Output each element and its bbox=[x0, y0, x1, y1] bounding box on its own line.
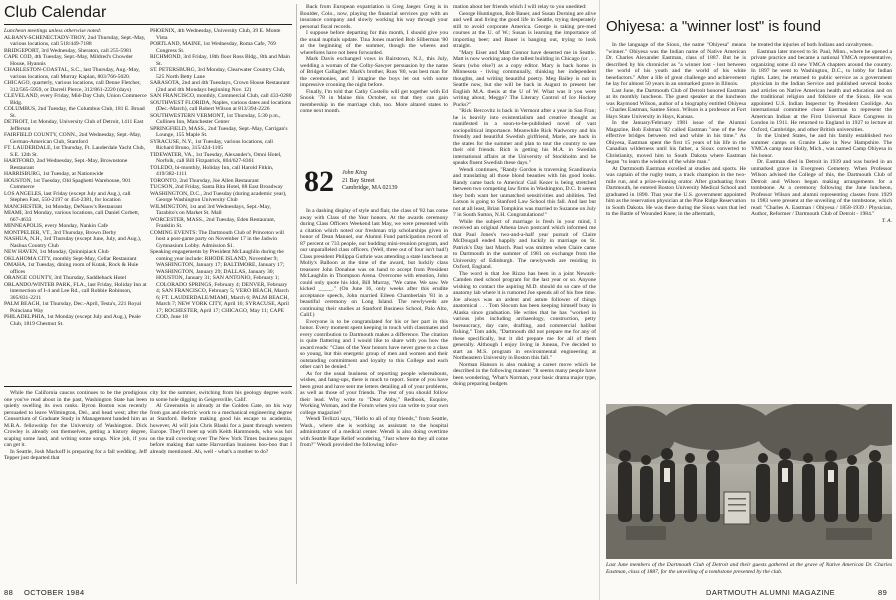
article-signature: T. A. bbox=[881, 217, 892, 224]
notes-paragraph: "Mary Eiser and Matt Connor have deserted me in Seattle. Matt is now working atop the tallest building in Chicago (or . . . Sears (who else?) as a copy editor. Mary is back home in Minnesota - living communally, thinking her independent thoughts, and writing beautiful poetry. Meg Bailey is not in Seattle now, but she will be back in August to present her English M.A. thesis at the U of W. What was it you were writing about, Meggo? The Literary Control of Ice Hockey Pucks?" bbox=[453, 49, 596, 108]
class-notes-bottom-col2 bbox=[150, 390, 292, 585]
notes-paragraph: While the subject of marriage is fresh in your mind, I received an original Athena lawn postcard which informed me that Paul Jones's two-and-a-half year pursuit of Claire McDougall ended happily and luckily in marriage on St. Patrick's Day last March. Paul was smitten when Claire came to Dartmouth in the summer of 1981 on exchange from the University of Edinburgh. The newlyweds are residing in Oxford, England. bbox=[453, 218, 596, 270]
calendar-entry: SOUTHWESTERN VERMONT, 1st Thursday, 5:30 p.m., Cullinen Inn, Manchester Center bbox=[150, 112, 281, 125]
notes-paragraph: Finally, I'm told that Cathy Costello will get together with Ed Snook '78 in Maine this October, so that they can gain membership in the marriage club, too. More altared states to come next month. bbox=[300, 88, 448, 114]
article-paragraph: In the language of the Sioux, the name "Ohiyesa" means "winner." Ohiyesa was the Indian name of Native American Dr. Charles Alexander Eastman, class of 1887. But he is described by his chronicler as "a winner lost - lost between the world of his youth and the world of his white benefactors." After a life of great challenge and achievement he lay for almost 50 years in an unmarked grave in Illinois. bbox=[606, 42, 746, 87]
calendar-entry: OMAHA, 1st Tuesday, dining room of Kutak, Rock & Huie offices bbox=[4, 262, 139, 275]
notes-paragraph: The word is that Joe Rizzo has been in a joint Newark-Camden med school program for the last year or so. Anyone wishing to contact the aspiring M.D. should do so care of the anatomy lab where it is rumored Joe spends all of his free time. Joe always was an ardent and astute follower of things anatomical . . . Tom Slocum has been keeping himself busy in Alaska since graduation. He writes that he has "worked in various jobs including archaeology, construction, petty bureaucracy, day care, drafting, and commercial halibut fishing." Tom adds, "Dartmouth did not prepare me for any of these specifically, but it did prepare me for all of them generally. Although I enjoy living in Juneau, I've decided to start an M.S. program in environmental engineering at Northeastern University in Boston this fall." bbox=[453, 270, 596, 361]
calendar-entry: NASHUA, N.H., 3rd Thursday (except June, July, and Aug.), Nashua Country Club bbox=[4, 236, 142, 249]
calendar-entry: MANCHESTER, 1st Monday, DeNauw's Restaurant bbox=[4, 203, 123, 210]
calendar-entry: COMING EVENTS: The Dartmouth Club of Princeton will host a post-game party on November 17 in the Jadwin Gymnasium Lobby. Admission $1. bbox=[150, 229, 284, 249]
calendar-entry: LOS ANGELES, last Friday (except July and Aug.), call Stephen Fast, 550-2197 or 454-2381, for location bbox=[4, 190, 131, 203]
calendar-entry: HOUSTON, 1st Tuesday, Old Spaghetti Warehouse, 901 Commerce bbox=[4, 177, 131, 190]
class-notes-col3-top bbox=[300, 4, 448, 162]
calendar-entry: ORLANDO/WINTER PARK, FLA., last Friday, Holiday Inn at intersection of I-4 and Lee Rd., call Robbie Robinson, 305/831-2211 bbox=[4, 281, 147, 301]
club-calendar-col2 bbox=[150, 28, 292, 383]
notes-paragraph: "Rick Bercovitz is back in Vermont after a year in San Fran; he is heavily into existentialism and creative thought as manifested in a soon-to-be-published novel of vast sociopolitical importance. Meanwhile Rick Nadworny and his friendly and beautiful Swedish girlfriend, Marie, are back in the states for the summer and plan to tour the country to see their old friends. Rich is getting his M.A. in Swedish international affairs at the University of Stockholm and he speaks fluent Swedish these days." bbox=[453, 108, 596, 166]
class-notes-col4 bbox=[453, 4, 596, 585]
calendar-entry: COLUMBUS, 2nd Tuesday, the Columbus Club, 181 E. Broad St. bbox=[4, 106, 145, 119]
calendar-entry: CHARLESTON-COASTAL, S.C., last Thursday, Aug.-May, various locations, call Murray Kaplan, 803/766-5020. bbox=[4, 67, 140, 80]
correspondent-street: 21 Bay Street bbox=[342, 177, 375, 184]
calendar-entry: WILMINGTON, 1st and 3rd Wednesdays, Sept.-May, Tarabito's on Market St. Mall bbox=[150, 203, 271, 216]
calendar-entry: WORCESTER, MASS., 2nd Tuesday, Eden Restaurant, Franklin St. bbox=[150, 216, 276, 229]
calendar-entry: DETROIT, 1st Monday, University Club of Detroit, 1411 East Jefferson bbox=[4, 119, 144, 132]
article-paragraph: Eastman later moved to St. Paul, Minn., where he opened a private practice and became a national YMCA representative, organizing some 43 new YMCA chapters around the country. In 1897 he went to Washington, D.C., to lobby for Indian rights. Later, he returned to public service as a government physician in the Indian Service and published several books and articles on Native American health and education and on the traditional religion and folklore of the Sioux. He was appointed U.S. Indian Inspector by President Coolidge. An international committee chose Eastman to represent the American Indian at the First Universal Race Congress in London in 1911. He returned to England in 1927 to lecture at Oxford, Cambridge, and other British universities. bbox=[751, 48, 892, 133]
calendar-bottom-rule bbox=[4, 386, 292, 387]
column-divider bbox=[296, 4, 297, 584]
calendar-entry: ALBANY-SCHENECTADY-TROY, 2nd Thursday, Sept.-May, various locations, call 518/449-7188 bbox=[4, 34, 146, 47]
calendar-entry: FT. LAUDERDALE, 1st Thursday, Ft. Lauderdale Yacht Club, S.E. 12th St. bbox=[4, 145, 145, 158]
magazine-name: DARTMOUTH ALUMNI MAGAZINE bbox=[706, 588, 836, 597]
calendar-entry: FAIRFIELD COUNTY, CONN., 2nd Wednesday, Sept.-May, German-American Club, Stamford bbox=[4, 132, 142, 145]
calendar-entry: CLEVELAND, every Friday, Mid-Day Club, Union Commerce Bldg. bbox=[4, 93, 147, 106]
club-calendar-col1 bbox=[4, 28, 147, 383]
notes-paragraph: Wendi Terlizzi says, "Hello to all of my friends," from Seattle, Wash., where she is working as assistant to the hospital administrator of a medical center. Wendi is also doing overtime with Seattle Rape Relief wondering, "Just where do they all come from?" Wendi provided the following infor- bbox=[300, 416, 448, 448]
calendar-intro: Luncheon meetings unless otherwise noted: bbox=[4, 28, 102, 34]
notes-paragraph: George Huntington, Bob Bauer, and Susan Dorning are alive and well and living the good life in Seattle, trying desperately still to avoid corporate America. George is taking pre-med courses at the U. of W.; Susan is learning the importance of importing beer; and Bauer is hanging out, trying to look straight. bbox=[453, 10, 596, 49]
calendar-entry: ST. PETERSBURG, 3rd Monday, Clearwater Country Club, 525 North Betty Lane bbox=[150, 67, 286, 80]
photo-caption: Last June members of the Dartmouth Club of Detroit and their guests gathered at the grave of Native American Dr. Charles Eastman, class of 1887, for the unveiling of a tombstone presented by the club. bbox=[606, 562, 892, 575]
calendar-entry: CHICAGO, quarterly, various locations, call Denne Fletcher, 312/565-5959, or Darrell Pierce, 312/861-2220 (days) bbox=[4, 80, 141, 93]
left-page-number: 88 bbox=[4, 588, 14, 597]
calendar-entry: MINNEAPOLIS, every Monday, Nankin Cafe bbox=[4, 223, 109, 229]
article-paragraph: At Dartmouth Eastman excelled at studies and sports. He was captain of the rugby team, a track champion in the two-mile run, and a prize-winning orator. After graduating from Dartmouth, he entered Boston University Medical School and graduated in 1890. That year the U.S. government appointed him as the reservation physician at the Pine Ridge Reservation in South Dakota. He was there during the Sioux wars that led to the Battle of Wounded Knee; in the aftermath, bbox=[606, 165, 746, 217]
calendar-entry: OKLAHOMA CITY, monthly Sept-May, Cellar Restaurant bbox=[4, 255, 137, 262]
notes-paragraph: Al Greenstein is already at the Golden Gate, on his way from gas and electric work to a mechanical engineering degree at Stanford. Before making good his escape to academia, however, Al will join Chris Blaski for a jaunt through western Europe. They'll meet up with Keith Hammonds, who was hot on the trail covering over The New York Times business pages before making that same Harvardian business boo-boo that I already mentioned. Ah, well - what's a mother to do? bbox=[150, 403, 292, 455]
calendar-entry: SPRINGFIELD, MASS., 2nd Tuesday, Sept.-May, Carrigan's Lounge, 155 Maple St. bbox=[150, 125, 288, 138]
notes-paragraph: Wendi continues, "Randy Gordon is traversing Scandinavia and translating all those blond beauties with his good looks. Randy came back to America! Gail Kezer is being stretched between two competing law firms in Washington, D.C. It seems they both want her unmatched sensitivities and abilities. Ted Lotson is going to Stanford Law School this fall. And last but not at all least, Brian Tompkins was married to Suzanne on July 7 in South Sutton, N.H. Congratulations!" bbox=[453, 166, 596, 218]
notes-paragraph: mation about her friends which I will relay to you unedited: bbox=[453, 4, 587, 10]
club-calendar-rule bbox=[4, 24, 292, 25]
calendar-entry: SOUTHWEST FLORIDA, Naples, various dates and locations (Dec.-March), call Robert Wilson at 813/394-2226 bbox=[150, 99, 291, 112]
calendar-entry: SAN FRANCISCO, monthly, Commercial Club, call 433-0280 bbox=[150, 93, 292, 99]
grave-ceremony-photo bbox=[606, 404, 892, 559]
ohiyesa-col1 bbox=[606, 42, 746, 402]
calendar-entry: CAPE COD, 4th Tuesday, Sept.-May, Mildred's Chowder House, Hyannis bbox=[4, 54, 133, 67]
calendar-entry: ORANGE COUNTY, 3rd Thursday, Saddleback Hotel bbox=[4, 275, 127, 281]
page-gutter bbox=[599, 0, 600, 600]
calendar-entry: TUCSON, 2nd Friday, Santa Rita Hotel, 88 East Broadway bbox=[150, 184, 283, 190]
notes-paragraph: In Seattle, Josh Mackoff is preparing for a fall wedding. Jeff Tepper just departed that bbox=[4, 448, 147, 461]
notes-paragraph: Everyone is to be congratulated for his or her part in this honor. Every moment spent keeping in touch with classmates and every contribution to Dartmouth makes a difference. The citation is quite flattering and I would like to share with you how the award reads: "Class of the Year honors have never gone to a class so young, but this energetic group of men and women and their outstanding commitment and loyalty to this College and each other can't be denied." bbox=[300, 318, 448, 370]
article-paragraph: In the January/February 1981 issue of the Alumni Magazine, Bob Eshman '82 called Eastman "one of the few effective bridges between red and white in his time." As Ohiyesa, Eastman spent the first 15 years of his life in the Canadian wilderness until his father, a Sioux converted to Christianity, moved him to South Dakota where Eastman began "to learn the wisdom of the white man." bbox=[606, 120, 746, 165]
correspondent-name: John King bbox=[342, 170, 367, 176]
calendar-entry: Speaking engagements by President McLaughlin during the coming year include: RHODE ISLAND, November 9; WASHINGTON, January 17; BALTIMORE, January 17; WASHINGTON, January 29; DALLAS, January 30; HOUSTON, January 31; SAN ANTONIO, February 1; COLORADO SPRINGS, February 4; DENVER, February 4; SAN FRANCISCO, February 5; VERO BEACH, March 6; FT. LAUDERDALE/MIAMI, March 6; PALM BEACH, March 7; NEW YORK CITY, April 16; SYRACUSE, April 17; ROCHESTER, April 17; CHICAGO, May 11; CAPE COD, June 18 bbox=[150, 249, 289, 320]
left-issue-date: OCTOBER 1984 bbox=[24, 588, 85, 597]
class-number: 82 bbox=[304, 165, 334, 198]
correspondent-city: Cambridge, MA 02139 bbox=[342, 185, 398, 191]
calendar-entry: PALM BEACH, 1st Thursday, Dec.-April, Testa's, 221 Royal Poinciana Way bbox=[4, 301, 142, 314]
notes-paragraph: city for the summer, switching from his geology degree work to some hole digging in Geigersville, Calif. bbox=[150, 390, 292, 403]
article-paragraph: Dr. Eastman died in Detroit in 1939 and was buried in an unmarked grave in Evergreen Cemetery. When Professor Wilson advised the College of this, the Dartmouth Club of Detroit and Wilson began making arrangements for a tombstone. At a ceremony following the June luncheon, Professor Wilson and alumni representing classes from 1929 to 1983 were present at the unveiling of the tombstone, which read: "Charles A. Eastman / Ohiyesa / 1858-1939 / Physician, Author, Reformer / Dartmouth Club of Detroit - 1984." bbox=[751, 159, 892, 217]
ohiyesa-col2 bbox=[751, 42, 892, 402]
article-paragraph: In the United States, he and his family established two summer camps on Granite Lake in New Hampshire. The YMCA camp near Holly, Mich., was named Camp Ohiyesa in his honor. bbox=[751, 133, 892, 159]
calendar-entry: PORTLAND, MAINE, 1st Wednesday, Roma Cafe, 769 Congress St. bbox=[150, 41, 276, 54]
ohiyesa-article-title: Ohiyesa: a "winner lost" is found bbox=[606, 18, 821, 35]
class-notes-col3-bottom bbox=[300, 208, 448, 585]
notes-paragraph: Mark Davis exchanged vows in Bairstown, N.J., this July, wedding a woman of the Colby-Sawyer persuasion by the name of Bridget Gallagher. Mark's brother, Russ '80, was best man for the ceremonies, and I imagine the boys let out with some impressive crooning the night before. bbox=[300, 56, 448, 88]
calendar-entry: SYRACUSE, N.Y., 1st Tuesday, various locations, call Richard Bruno, 315/424-1105 bbox=[150, 138, 273, 151]
notes-paragraph: Norman Hanson is also making a career move which he described in the following manner: "It seems many people have been wondering, 'What's Norman, your basic drama major type, doing preparing budgets bbox=[453, 361, 596, 387]
notes-paragraph: I suppose before departing for this month, I should give you the usual nuptials update. Tina Jones married Bob Silberman '80 at the beginning of the summer, though the wheres and wherefores have not been forwarded. bbox=[300, 30, 448, 56]
article-paragraph: he treated the injuries of both Indians and cavalrymen. bbox=[751, 42, 873, 48]
class-82-heading bbox=[304, 166, 448, 206]
calendar-entry: BRIDGEPORT, 3rd Wednesday, Sheraton, call 255-5981 bbox=[4, 47, 132, 54]
notes-paragraph: While the California caucus continues to be the prodigious one you've read about in the past, Washington State has been quietly swelling its own ranks. Byron Boston was recently persuaded to leave Wilmington, Del., and head west; after the Consortium of Graduate Study in Management handed him an M.B.A. fellowship for the University of Washington. Dick Crowley is already out themselves, getting a history degree, scaping some land, and writing some songs. Nice job, if you can get it. bbox=[4, 390, 147, 448]
calendar-entry: HARTFORD, 2nd Wednesday, Sept.-May, Brownstone Restaurant bbox=[4, 158, 128, 171]
notes-paragraph: In a dashing display of style and flair, the class of '82 has come away with Class of the Year honors. At the awards ceremony during Class Officers Weekend last May, we were presented with a citation which noted our freshman trip scholarships given in honor of Dean Manuel, our Alumni Fund participation record of 87 percent or 733 people, our budding mini-reunion program, and our unparalleled class officers. (Well, three out of four isn't bad!) Class president Philippa Guthrie was attending a state luncheon at Molly's Balloon at the time of the award, but luckily class treasurer John Donahue was on hand to accept from President McLaughlin in Thompson Arena. Overcome with emotion, John could only quote his idol, Bill Murray, "We came. We saw. We kicked _____." (On June 16, only weeks after this erudite acceptance speech, John married Eileen Chamberlain '81 in a beautiful ceremony on Long Island. The newlyweds are continuing their studies at Stanford Business School, Palo Alto, Calif.) bbox=[300, 208, 448, 318]
calendar-entry: TIDEWATER, VA., 1st Tuesday, Alexander's, Omni Hotel, Norfolk, call Bill Fitzpatrick, 804/627-8361 bbox=[150, 151, 282, 164]
calendar-entry: SARASOTA, 2nd and 4th Tuesdays, Crown House Restaurant (2nd and 4th Mondays beginning Nov. 12) bbox=[150, 80, 290, 93]
calendar-entry: WASHINGTON, D.C., 2nd Tuesday (during academic year), George Washington University Club bbox=[150, 190, 287, 203]
calendar-entry: NEW HAVEN, 1st Monday, Quinnipiack Club bbox=[4, 249, 109, 255]
club-calendar-title: Club Calendar bbox=[4, 4, 107, 21]
notes-paragraph: Back from European expatriation is Greg Jaeger. Greg is in Boulder, Colo., now, playing the financial services guy with an insurance company and slowly working his way through your personal fiscal records. bbox=[300, 4, 448, 30]
calendar-entry: RICHMOND, 3rd Friday, 18th floor Ross Bldg., 8th and Main St. bbox=[150, 54, 290, 67]
photo-illustration bbox=[606, 404, 892, 559]
notes-paragraph: As for the usual business of reporting people whereabouts, wishes, and hang-ups, there is much to report. Some of you have been great and have sent me letters detailing all of your problems, as well as those of your friends. The rest of you should follow their lead. Why write to "Dear Abby," Redbook, Esquire, Working Woman, and the Forum when you can write to your own college magazine? bbox=[300, 370, 448, 416]
calendar-entry: PHOENIX, 4th Wednesday, University Club, 39 E. Monte Vista bbox=[150, 28, 281, 41]
class-notes-bottom-col1 bbox=[4, 390, 147, 585]
calendar-entry: HARRISBURG, 1st Tuesday, at Nationwide bbox=[4, 171, 104, 177]
article-paragraph: Last June, the Dartmouth Club of Detroit honored Eastman at its monthly luncheon. The guest speaker at the luncheon was Raymond Wilson, author of a biography entitled Ohiyesa - Charles Eastman, Santee Sioux. Wilson is a professor at Fort Hays State University in Hays, Kansas. bbox=[606, 87, 746, 120]
calendar-entry: MONTPELIER, VT., 3rd Thursday, Brown Derby bbox=[4, 229, 117, 236]
right-page-number: 89 bbox=[878, 588, 888, 597]
calendar-entry: TORONTO, 2nd Thursday, Joe Allen Restaurant bbox=[150, 177, 259, 184]
calendar-entry: MIAMI, 3rd Monday, various locations, call Daniel Corbett, 667-4633 bbox=[4, 210, 140, 223]
calendar-entry: PHILADELPHIA, 1st Monday (except July and Aug.), Peale Club, 1819 Chestnut St. bbox=[4, 314, 141, 327]
calendar-entry: TOLEDO, bi-monthly, Holiday Inn, call Harold Fitkin, 419/382-1111 bbox=[150, 164, 274, 177]
